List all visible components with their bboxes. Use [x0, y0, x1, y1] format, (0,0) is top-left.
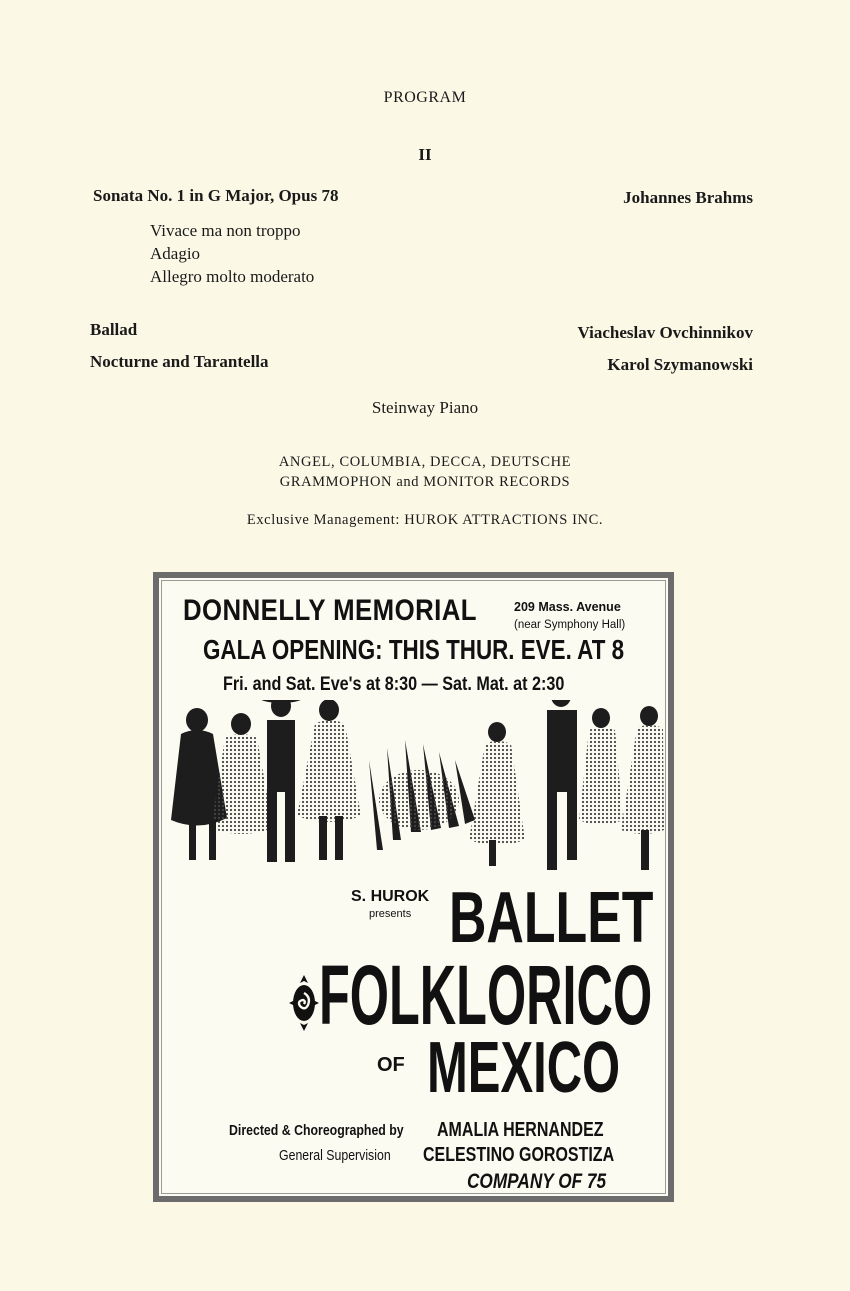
ad-supervision-label: General Supervision — [279, 1148, 391, 1164]
spiral-sun-emblem-icon — [287, 973, 321, 1033]
movement-item: Adagio — [150, 244, 201, 263]
program-heading: PROGRAM — [383, 89, 467, 106]
ad-title-mexico: MEXICO — [427, 1028, 621, 1108]
ad-schedule: Fri. and Sat. Eve's at 8:30 — Sat. Mat. at 2:30 — [223, 674, 565, 695]
ad-gala-opening: GALA OPENING: THIS THUR. EVE. AT 8 — [203, 634, 625, 665]
records-line: GRAMMOPHON and MONITOR RECORDS — [279, 474, 571, 490]
ad-title-of: OF — [377, 1054, 405, 1076]
piano-credit: Steinway Piano — [371, 398, 479, 417]
ad-address — [514, 598, 625, 634]
ad-presenter: S. HUROK — [351, 888, 430, 905]
ad-company: COMPANY OF 75 — [467, 1170, 607, 1193]
movement-item: Allegro molto moderato — [150, 267, 315, 286]
movement-list — [150, 219, 314, 288]
composer-ovchinnikov: Viacheslav Ovchinnikov — [577, 323, 753, 342]
composer-brahms: Johannes Brahms — [623, 188, 753, 207]
folk-dancers-photo-icon — [169, 700, 664, 885]
ad-title-ballet: BALLET — [449, 878, 654, 958]
ballet-advertisement — [153, 572, 674, 1202]
movement-item: Vivace ma non troppo — [150, 221, 301, 240]
ad-directed-label: Directed & Choreographed by — [229, 1123, 404, 1139]
records-line: ANGEL, COLUMBIA, DECCA, DEUTSCHE — [278, 454, 572, 470]
ad-title-folklorico: FOLKLORICO — [319, 948, 653, 1042]
work-title-sonata: Sonata No. 1 in G Major, Opus 78 — [93, 186, 339, 205]
ad-presents: presents — [369, 908, 412, 920]
work-title-ballad: Ballad — [90, 320, 138, 339]
composer-szymanowski: Karol Szymanowski — [607, 355, 753, 374]
program-part-number: II — [418, 145, 432, 164]
ad-address-line: 209 Mass. Avenue — [514, 600, 621, 614]
work-title-nocturne: Nocturne and Tarantella — [90, 352, 269, 371]
ad-supervision-name: CELESTINO GOROSTIZA — [423, 1144, 615, 1166]
records-credit — [0, 452, 850, 492]
ad-address-note: (near Symphony Hall) — [514, 619, 626, 631]
ad-directed-name: AMALIA HERNANDEZ — [437, 1119, 604, 1141]
ad-venue: DONNELLY MEMORIAL — [183, 594, 477, 627]
management-credit: Exclusive Management: HUROK ATTRACTIONS INC. — [246, 512, 604, 528]
